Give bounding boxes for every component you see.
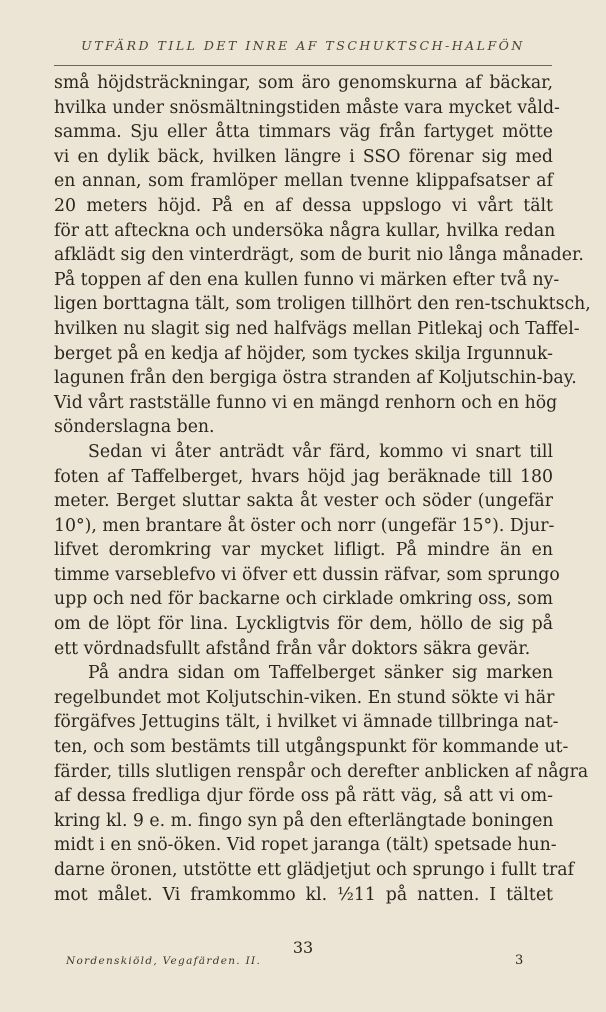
- text-line: midt i en snö-öken. Vid ropet jaranga (tält) spetsade hun-: [54, 835, 557, 856]
- running-header: UTFÄRD TILL DET INRE AF TSCHUKTSCH-HALFÖN: [81, 38, 525, 53]
- text-line: foten af Taffelberget, hvars höjd jag beräknade till 180: [54, 466, 553, 487]
- signature-mark: 3: [515, 953, 524, 968]
- text-line: 10°), men brantare åt öster och norr (ungefär 15°). Djur-: [54, 515, 555, 536]
- text-line: afklädt sig den vinterdrägt, som de burit nio långa månader.: [54, 245, 584, 266]
- text-line: ligen borttagna tält, som troligen tillhört den ren-tschuktsch,: [54, 294, 591, 315]
- printer-signature: Nordenskiöld, Vegafärden. II.: [66, 955, 262, 967]
- page-number: 33: [292, 938, 314, 957]
- text-line: hvilka under snösmältningstiden måste vara mycket våld-: [54, 97, 560, 118]
- text-line: lagunen från den bergiga östra stranden af Koljutschin-bay.: [54, 368, 577, 389]
- text-line: om de löpt för lina. Lyckligtvis för dem, höllo de sig på: [54, 614, 553, 635]
- text-line: berget på en kedja af höjder, som tyckes skilja Irgunnuk-: [54, 343, 553, 364]
- text-line: för att afteckna och undersöka några kullar, hvilka redan: [54, 220, 556, 241]
- header-rule: [54, 65, 552, 66]
- text-line: sönderslagna ben.: [54, 417, 215, 438]
- text-line: vi en dylik bäck, hvilken längre i SSO förenar sig med: [54, 146, 553, 167]
- text-line: På toppen af den ena kullen funno vi märken efter två ny-: [54, 269, 560, 290]
- text-line: hvilken nu slagit sig ned halfvägs mellan Pitlekaj och Taffel-: [54, 318, 580, 339]
- text-line: en annan, som framlöper mellan tvenne klippafsatser af: [54, 171, 553, 192]
- text-line: små höjdsträckningar, som äro genomskurna af bäckar,: [54, 73, 553, 93]
- text-line: ten, och som bestämts till utgångspunkt för kommande ut-: [54, 737, 569, 758]
- text-line: ett vördnadsfullt afstånd från vår doktors säkra gevär.: [54, 638, 531, 659]
- text-line: Sedan vi åter anträdt vår färd, kommo vi snart till: [88, 441, 553, 462]
- text-line: upp och ned för backarne och cirklade omkring oss, som: [54, 589, 553, 610]
- text-line: meter. Berget sluttar sakta åt vester och söder (ungefär: [54, 491, 553, 512]
- text-line: På andra sidan om Taffelberget sänker sig marken: [88, 663, 553, 684]
- text-line: mot målet. Vi framkommo kl. ½11 på natten. I tältet: [54, 884, 553, 905]
- text-line: darne öronen, utstötte ett glädjetjut och sprungo i fullt traf: [54, 860, 574, 880]
- text-line: samma. Sju eller åtta timmars väg från fartyget mötte: [54, 122, 553, 143]
- text-line: Vid vårt rastställe funno vi en mängd renhorn och en hög: [54, 392, 558, 413]
- text-line: kring kl. 9 e. m. fingo syn på den efterlängtade boningen: [54, 810, 554, 831]
- text-line: regelbundet mot Koljutschin-viken. En stund sökte vi här: [54, 687, 555, 708]
- text-line: 20 meters höjd. På en af dessa uppslogo vi vårt tält: [54, 195, 553, 216]
- text-line: lifvet deromkring var mycket lifligt. På mindre än en: [54, 540, 553, 561]
- text-line: färder, tills slutligen renspår och derefter anblicken af några: [54, 761, 589, 782]
- text-line: af dessa fredliga djur förde oss på rätt väg, så att vi om-: [54, 786, 553, 807]
- body-text: [54, 71, 591, 907]
- text-line: timme varseblefvo vi öfver ett dussin räfvar, som sprungo: [54, 564, 560, 585]
- text-line: förgäfves Jettugins tält, i hvilket vi ämnade tillbringa nat-: [54, 712, 559, 733]
